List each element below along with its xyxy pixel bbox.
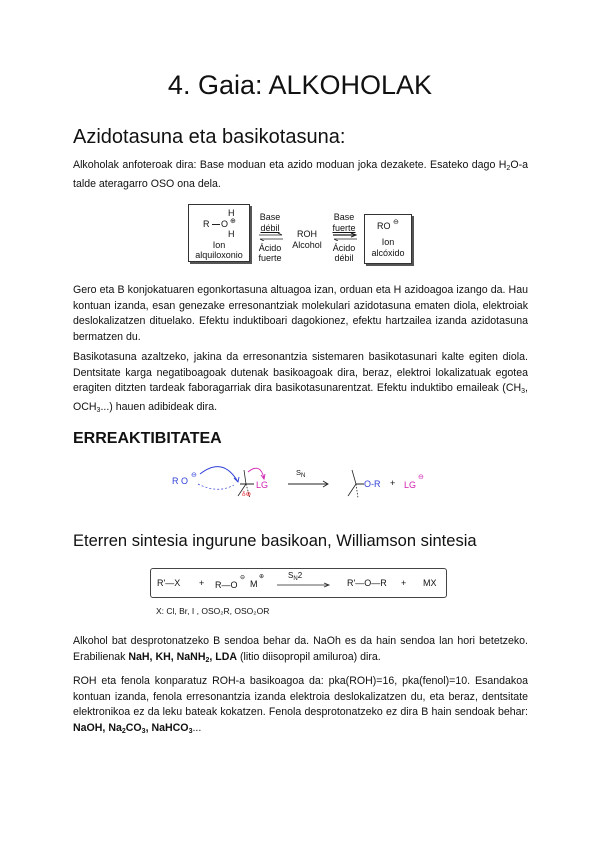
negative-charge-icon: ⊖ bbox=[393, 219, 399, 226]
paragraph-text: , OCH bbox=[73, 382, 528, 413]
salt-label: MX bbox=[423, 578, 437, 588]
alcohol-formula: ROH bbox=[297, 229, 317, 239]
positive-charge-icon: ⊕ bbox=[259, 574, 265, 580]
leaving-group-label: LG bbox=[256, 480, 269, 490]
arrow1-label-top-2: débil bbox=[260, 223, 280, 233]
sn-subscript: N bbox=[301, 473, 306, 479]
bold-bases bbox=[128, 651, 237, 663]
subscript: 3 bbox=[96, 406, 101, 414]
alkyl-halide-label: R'—X bbox=[157, 578, 181, 588]
page-title: 4. Gaia: ALKOHOLAK bbox=[167, 70, 433, 100]
negative-charge-icon: ⊖ bbox=[191, 472, 197, 479]
arrow2-label-bottom-1: Ácido bbox=[332, 243, 356, 253]
equilibrium-arrow-icon bbox=[258, 233, 284, 241]
sn2-subscript: N bbox=[293, 576, 298, 582]
arrow2-label-top-1: Base bbox=[333, 212, 355, 222]
leaving-group-product-label: LG bbox=[404, 480, 417, 490]
paragraph-text: (litio diisopropil amiluroa) dira. bbox=[237, 650, 381, 663]
plus-sign: + bbox=[390, 478, 396, 488]
paragraph-text: Basikotasuna azaltzeko, jakina da erresonantzia sistemaren basikotasunari kalte egiten diola. Dentsitate karga negatiboagoak dutenak basikoagoak dira, beraz, elektroi lokalizatuak egotea eragiten ditzten tardeak faboragarriak dira basikotasunarentzat. Efektu induktibo emaileak (CH bbox=[73, 351, 528, 394]
arrow1-label-top-1: Base bbox=[259, 212, 281, 222]
arrow2-label-top-2: fuerte bbox=[332, 223, 356, 233]
section-heading-reactivity: ERREAKTIBITATEA bbox=[73, 430, 222, 447]
sn2-number: 2 bbox=[297, 571, 303, 580]
oxonium-h-top: H bbox=[228, 208, 235, 218]
product-label: O-R bbox=[364, 479, 381, 489]
sn-letter: S bbox=[296, 468, 302, 477]
oxonium-h-bottom: H bbox=[228, 229, 235, 239]
ether-product-label: R'—O—R bbox=[347, 578, 387, 588]
bold-bases bbox=[73, 722, 192, 734]
partial-charge-label: δ⊕ bbox=[242, 491, 252, 498]
alkoxide-label: R—O bbox=[215, 580, 238, 590]
nucleophile-label: R O bbox=[172, 476, 189, 486]
subscript: 2 bbox=[205, 656, 210, 664]
arrow2-label-bottom-2: débil bbox=[334, 253, 354, 263]
arrow1-label-bottom-1: Ácido bbox=[258, 243, 282, 253]
arrow1-label-bottom-2: fuerte bbox=[258, 253, 282, 263]
alkoxide-label-1: Ion bbox=[381, 237, 395, 247]
subscript: 3 bbox=[141, 727, 146, 735]
bold-text: NaH, KH, NaNH bbox=[128, 650, 206, 663]
sn2-mechanism-scheme bbox=[168, 460, 438, 508]
williamson-scheme-box bbox=[150, 568, 447, 598]
bold-text: NaOH, Na bbox=[73, 721, 122, 734]
sn-label bbox=[296, 468, 305, 479]
alkoxide-ion-box bbox=[364, 214, 412, 264]
acid-base-scheme bbox=[188, 202, 413, 266]
plus-sign: + bbox=[401, 578, 407, 588]
section-heading-williamson: Eterren sintesia ingurune basikoan, Williamson sintesia bbox=[73, 532, 477, 550]
metal-label: M bbox=[250, 579, 258, 589]
paragraph-basicity bbox=[73, 350, 528, 418]
leaving-group-note: X: Cl, Br, I , OSO₂R, OSO₂OR bbox=[156, 606, 270, 616]
oxonium-ion-box bbox=[188, 204, 250, 262]
paragraph-text: Alkohol bat desprotonatzeko B sendoa behar da. NaOh es da hain sendoa lan hori betetzeko. Erabilienak bbox=[73, 635, 528, 663]
oxonium-o: O bbox=[221, 219, 229, 229]
reaction-arrow-icon bbox=[277, 582, 331, 588]
sn2-label bbox=[288, 571, 302, 582]
positive-charge-icon: ⊕ bbox=[230, 218, 236, 225]
subscript: 3 bbox=[521, 388, 526, 395]
subscript: 2 bbox=[506, 165, 511, 172]
oxonium-r: R bbox=[203, 219, 210, 229]
sn2-letter: S bbox=[288, 571, 294, 580]
alkoxide-formula: RO bbox=[377, 221, 391, 231]
paragraph-deprotonation bbox=[73, 634, 528, 668]
equilibrium-arrow-icon bbox=[332, 233, 358, 241]
negative-charge-icon: ⊖ bbox=[418, 474, 424, 481]
alcohol-label: Alcohol bbox=[292, 240, 322, 250]
paragraph-text: O-a talde ateragarro OSO ona dela. bbox=[73, 159, 528, 190]
paragraph-text: ...) hauen adibideak dira. bbox=[100, 400, 218, 413]
bold-text: , LDA bbox=[209, 650, 238, 663]
oxonium-label-2: alquiloxonio bbox=[195, 250, 243, 260]
bond-line bbox=[212, 224, 220, 225]
paragraph-text: Alkoholak anfoteroak dira: Base moduan eta azido moduan joka dezakete. Esateko dago H bbox=[73, 159, 507, 171]
paragraph-phenol bbox=[73, 674, 528, 739]
paragraph-amphoteric bbox=[73, 158, 528, 192]
paragraph-text: ... bbox=[192, 721, 202, 734]
bold-text: CO bbox=[125, 721, 142, 734]
oxonium-label-1: Ion bbox=[212, 240, 226, 250]
section-heading-acidity: Azidotasuna eta basikotasuna: bbox=[73, 126, 346, 148]
paragraph-text: ROH eta fenola konparatuz ROH-a basikoagoa da: pka(ROH)=16, pka(fenol)=10. Esandakoa kontuan izanda, fenola erresonantzia izanda elektroia deslokalizatzen du, eta beraz, dentsitate elektronikoa ez da leku bateak kokatzen. Fenola desprotonatzeko ez dira B hain sendoak behar: bbox=[73, 675, 528, 718]
negative-charge-icon: ⊖ bbox=[240, 575, 246, 581]
subscript: 3 bbox=[188, 727, 193, 735]
paragraph-acidity: Gero eta B konjokatuaren egonkortasuna altuagoa izan, orduan eta H azidoagoa izango da. Hau kontuan izanda, esan genezake erresonantziak molekulari azidotasuna ematen diola, elektroiak deslokalizatzen dituelako. Efektu induktiboari dagokionez, efektu hartzailea izanda azidotasuna bermatzen du. bbox=[73, 284, 528, 343]
bold-text: , NaHCO bbox=[145, 721, 189, 734]
subscript: 2 bbox=[121, 727, 126, 735]
plus-sign: + bbox=[199, 578, 205, 588]
alkoxide-label-2: alcóxido bbox=[371, 248, 405, 258]
